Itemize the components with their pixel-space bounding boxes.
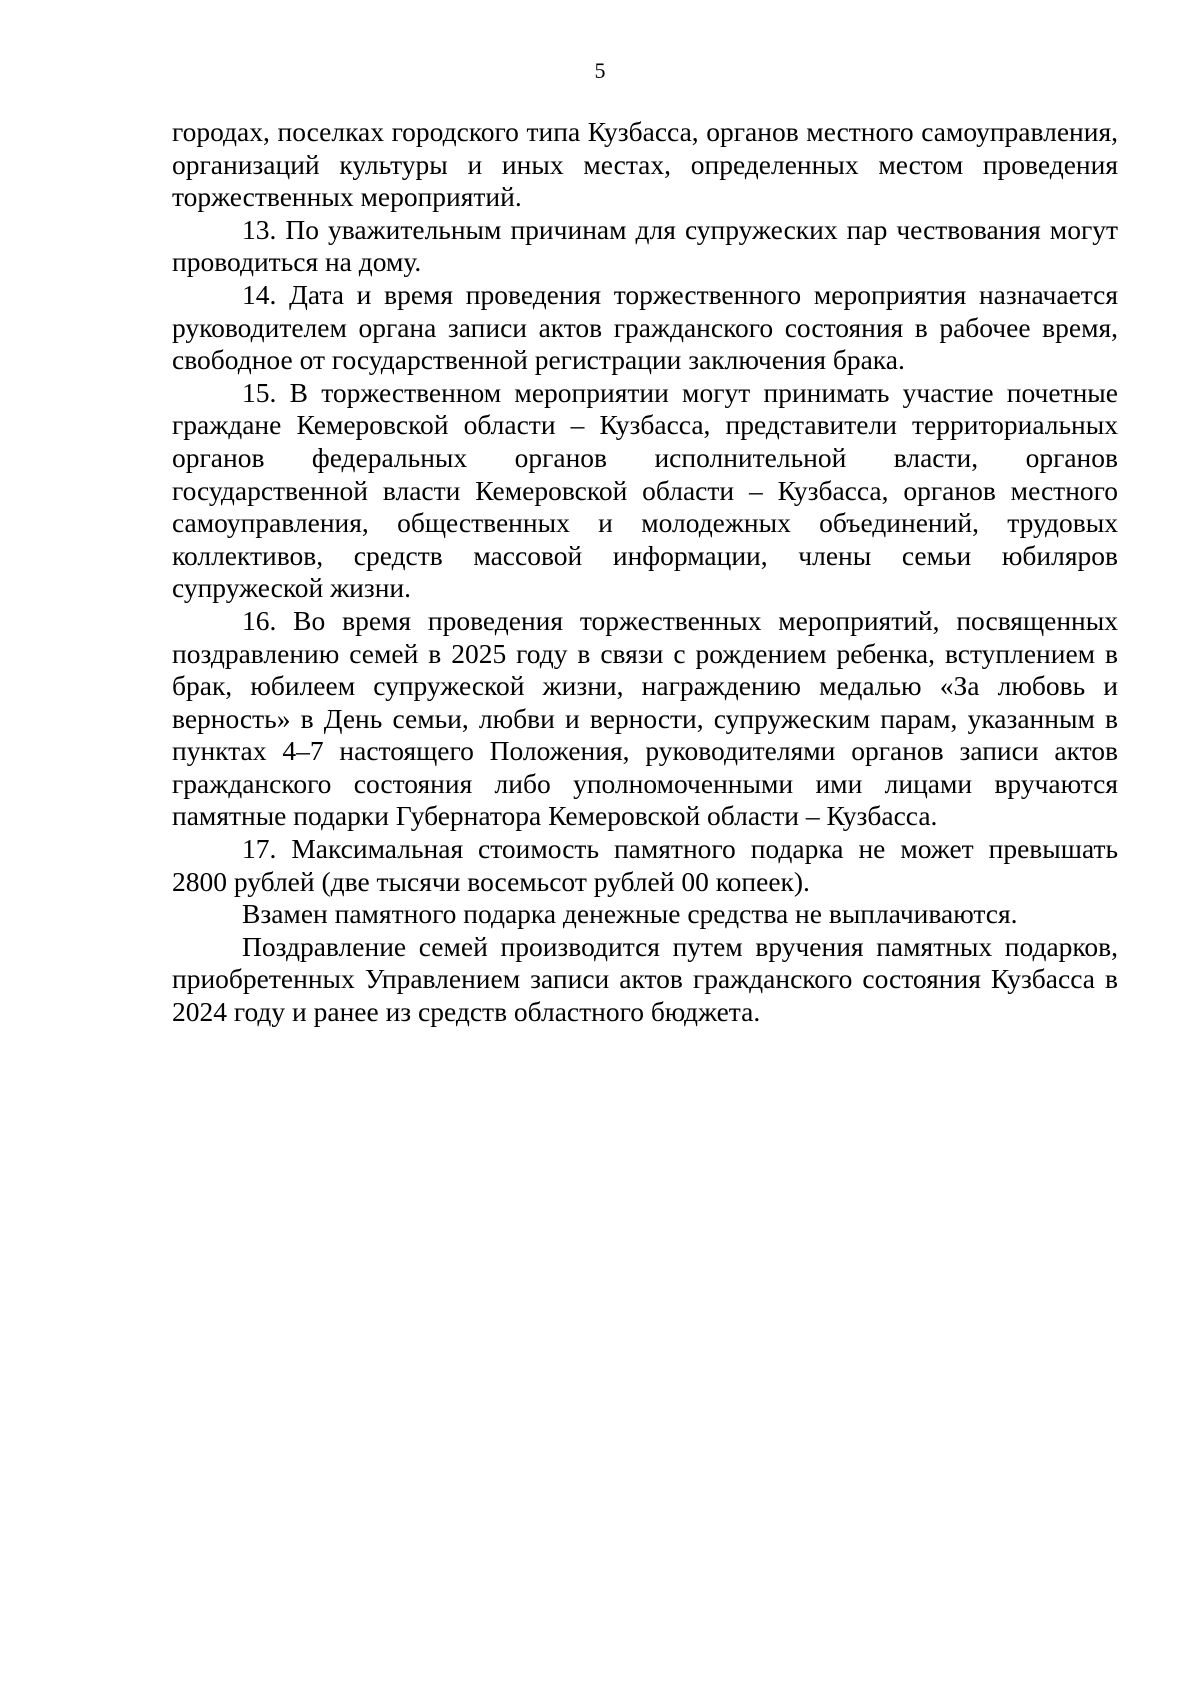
paragraph-17: 17. Максимальная стоимость памятного подарка не может превышать 2800 рублей (две тысячи восемьсот рублей 00 копеек). [172,833,1118,897]
paragraph-continuation: городах, поселках городского типа Кузбасса, органов местного самоуправления, организаций культуры и иных местах, определенных местом проведения торжественных мероприятий. [172,116,1118,213]
paragraph-17-note-gifts: Поздравление семей производится путем вручения памятных подарков, приобретенных Управлением записи актов гражданского состояния Кузбасса в 2024 году и ранее из средств областного бюджета. [172,930,1118,1028]
paragraph-15: 15. В торжественном мероприятии могут принимать участие почетные граждане Кемеровской области – Кузбасса, представители территориальных органов федеральных органов исполнительной власти, органов государственной власти Кемеровской области – Кузбасса, органов местного самоуправления, общественных и молодежных объединений, трудовых коллективов, средств массовой информации, члены семьи юбиляров супружеской жизни. [172,376,1118,604]
paragraph-13: 13. По уважительным причинам для супружеских пар чествования могут проводиться на дому. [172,213,1118,278]
document-body [172,116,1118,1029]
paragraph-14: 14. Дата и время проведения торжественного мероприятия назначается руководителем органа записи актов гражданского состояния в рабочее время, свободное от государственной регистрации заключения брака. [172,278,1118,376]
paragraph-17-note-cash: Взамен памятного подарка денежные средства не выплачиваются. [242,898,1018,930]
paragraph-16: 16. Во время проведения торжественных мероприятий, посвященных поздравлению семей в 2025 году в связи с рождением ребенка, вступлением в брак, юбилеем супружеской жизни, награждению медалью «За любовь и верность» в День семьи, любви и верности, супружеским парам, указанным в пунктах 4–7 настоящего Положения, руководителями органов записи актов гражданского состояния либо уполномоченными ими лицами вручаются памятные подарки Губернатора Кемеровской области – Кузбасса. [172,604,1118,832]
page-number: 5 [594,58,606,83]
